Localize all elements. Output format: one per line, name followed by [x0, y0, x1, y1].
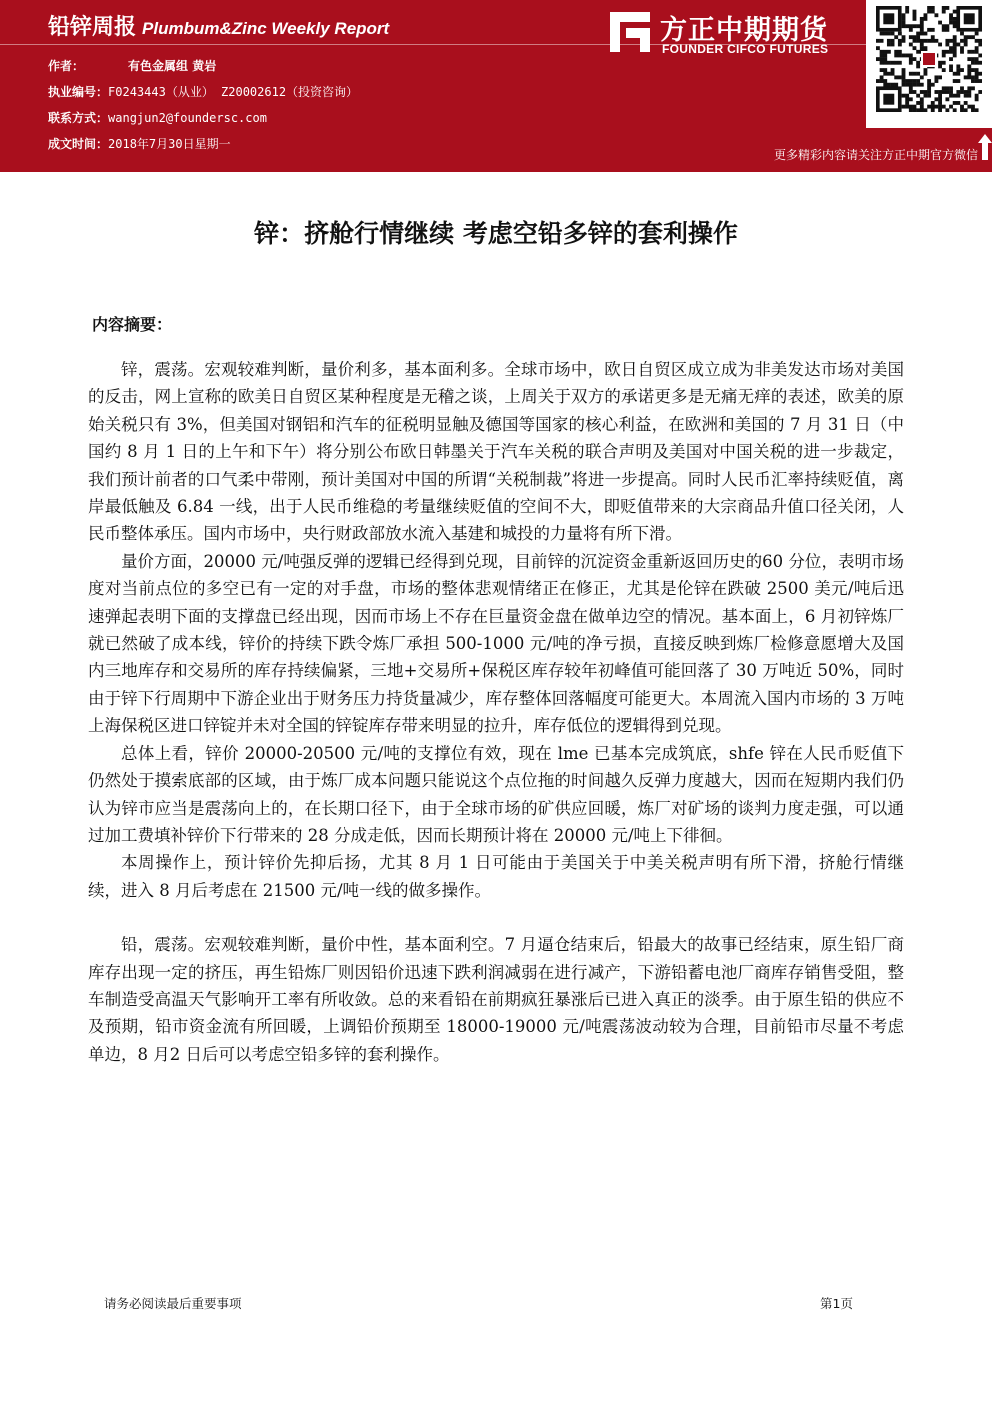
wechat-qr-code[interactable]: [866, 0, 992, 128]
contact-line: [48, 109, 267, 126]
summary-heading: 内容摘要：: [92, 315, 173, 334]
contact-value[interactable]: wangjun2@foundersc.com: [108, 111, 267, 125]
report-header: [0, 0, 992, 172]
paragraph-zinc-operation: 本周操作上，预计锌价先抑后扬，尤其 8 月 1 日可能由于美国关于中美关税声明有所下滑，挤舱行情继续，进入 8 月后考虑在 21500 元/吨一线的做多操作。: [88, 853, 904, 900]
arrow-up-icon: [978, 134, 992, 160]
contact-label: 联系方式：: [48, 111, 109, 125]
logo-mark-icon: [606, 8, 654, 56]
follow-prompt: 更多精彩内容请关注方正中期官方微信: [773, 148, 978, 162]
license-value: F0243443（从业） Z20002612（投资咨询）: [108, 85, 359, 99]
logo-text-en: FOUNDER CIFCO FUTURES: [662, 42, 829, 56]
company-logo: [606, 8, 862, 64]
logo-text-cn: 方正中期期货: [660, 15, 828, 46]
author-line: [48, 57, 216, 74]
document-title: 锌：挤舱行情继续 考虑空铅多锌的套利操作: [254, 219, 738, 248]
qr-code-icon: [876, 6, 982, 112]
author-value: 有色金属组 黄岩: [128, 59, 217, 73]
license-line: [48, 83, 358, 100]
summary-body: [88, 356, 904, 1068]
paragraph-lead: 铅，震荡。宏观较难判断，量价中性，基本面利空。7 月逼仓结束后，铅最大的故事已经结束，原生铅厂商库存出现一定的挤压，再生铅炼厂则因铅价迅速下跌利润减弱在进行减产，下游铅蓄电池厂商库存销售受阻，整车制造受高温天气影响开工率有所收敛。总的来看铅在前期疯狂暴涨后已进入真正的淡季。由于原生铅的供应不及预期，铅市资金流有所回暖，上调铅价预期至 18000-19000 元/吨震荡波动较为合理，目前铅市尽量不考虑单边，8 月2 日后可以考虑空铅多锌的套利操作。: [88, 935, 904, 1064]
date-label: 成文时间：: [48, 137, 109, 151]
report-title: [48, 10, 389, 41]
paragraph-zinc-volume-price: 量价方面，20000 元/吨强反弹的逻辑已经得到兑现，目前锌的沉淀资金重新返回历史的60 分位，表明市场度对当前点位的多空已有一定的对手盘，市场的整体悲观情绪正在修正，尤其是伦锌在跌破 2500 美元/吨后迅速弹起表明下面的支撑盘已经出现，因而市场上不存在巨量资金盘在做单边空的情况。基本面上，6 月初锌炼厂就已然破了成本线，锌价的持续下跌令炼厂承担 500-1000 元/吨的净亏损，直接反映到炼厂检修意愿增大及国内三地库存和交易所的库存持续偏紧，三地+交易所+保税区库存较年初峰值可能回落了 30 万吨近 50%，同时由于锌下行周期中下游企业出于财务压力持货量减少，库存整体回落幅度可能更大。本周流入国内市场的 3 万吨上海保税区进口锌锭并未对全国的锌锭库存带来明显的拉升，库存低位的逻辑得到兑现。: [88, 551, 904, 736]
date-value: 2018年7月30日星期一: [108, 137, 231, 151]
paragraph-zinc-overall: 总体上看，锌价 20000-20500 元/吨的支撑位有效，现在 lme 已基本完成筑底，shfe 锌在人民币贬值下仍然处于摸索底部的区域，由于炼厂成本问题只能说这个点位拖的时间越久反弹力度越大，因而在短期内我们仍认为锌市应当是震荡向上的，在长期口径下，由于全球市场的矿供应回暖，炼厂对矿场的谈判力度走强，可以通过加工费填补锌价下行带来的 28 分成走低，因而长期预计将在 20000 元/吨上下徘徊。: [88, 743, 904, 845]
footer-notice: 请务必阅读最后重要事项: [104, 1296, 242, 1311]
date-line: [48, 135, 231, 152]
report-title-en: Plumbum&Zinc Weekly Report: [142, 19, 390, 38]
page-number: 第1页: [820, 1296, 853, 1311]
paragraph-zinc-overview: 锌，震荡。宏观较难判断，量价利多，基本面利多。全球市场中，欧日自贸区成立成为非美发达市场对美国的反击，网上宣称的欧美日自贸区某种程度是无稽之谈，上周关于双方的承诺更多是无痛无痒的表述，欧美的原始关税只有 3%，但美国对钢铝和汽车的征税明显触及德国等国家的核心利益，在欧洲和美国的 7 月 31 日（中国约 8 月 1 日的上午和下午）将分别公布欧日韩墨关于汽车关税的联合声明及美国对中国关税的进一步裁定，我们预计前者的口气柔中带刚，预计美国对中国的所谓“关税制裁”将进一步提高。同时人民币汇率持续贬值，离岸最低触及 6.84 一线，出于人民币维稳的考量继续贬值的空间不大，即贬值带来的大宗商品升值口径关闭，人民币整体承压。国内市场中，央行财政部放水流入基建和城投的力量将有所下滑。: [88, 360, 904, 544]
report-title-cn: 铅锌周报: [48, 15, 137, 40]
author-label: 作者：: [48, 59, 85, 73]
license-label: 执业编号：: [48, 85, 109, 99]
